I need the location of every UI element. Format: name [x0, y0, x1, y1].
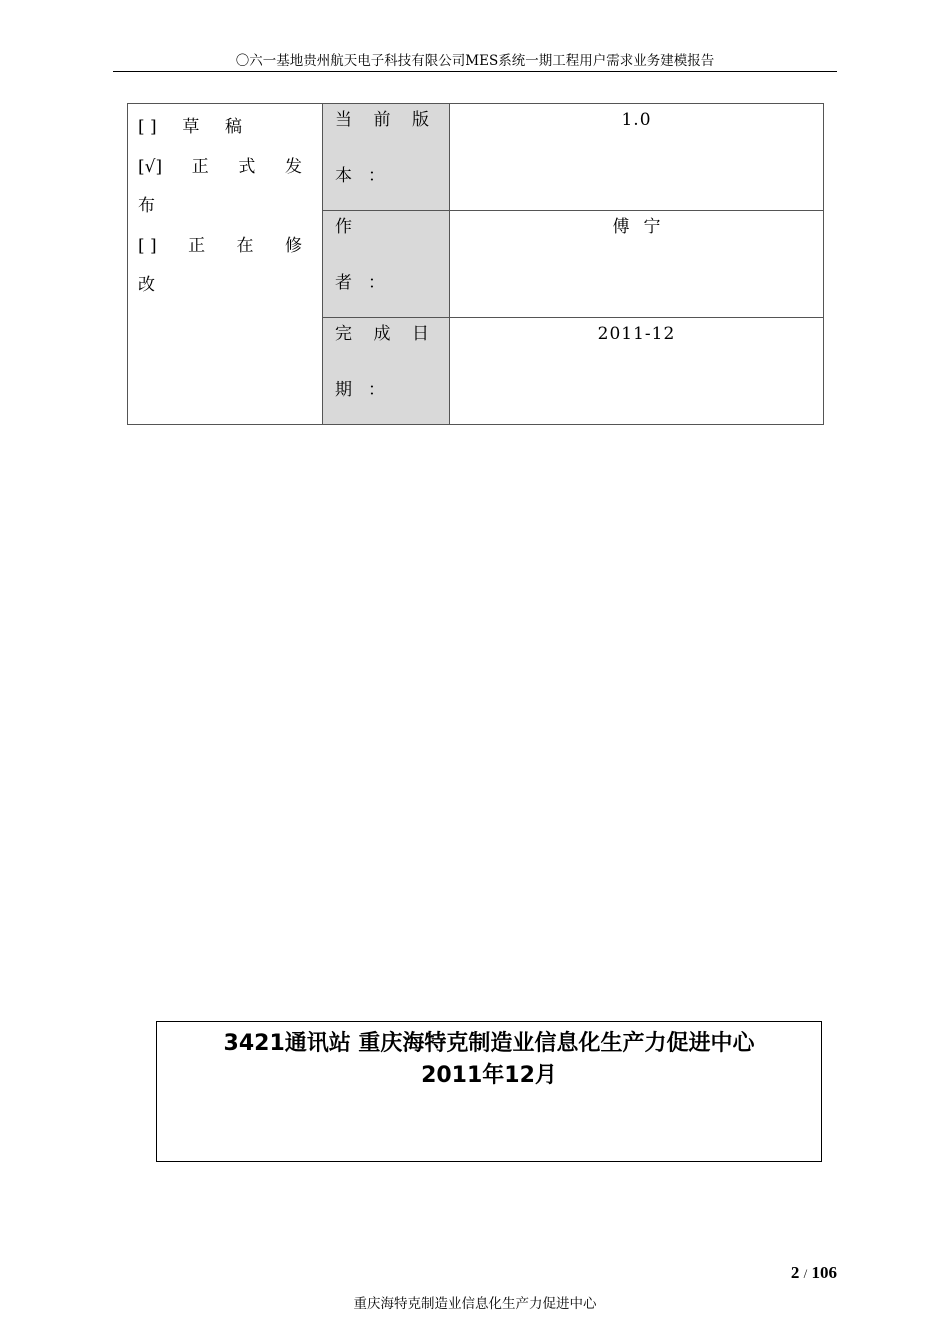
- author-label: 作 者：: [323, 211, 450, 318]
- organization-name: 3421通讯站 重庆海特克制造业信息化生产力促进中心: [223, 1031, 755, 1056]
- page-total: 106: [811, 1263, 837, 1282]
- version-label: 当 前 版 本：: [323, 104, 450, 211]
- version-value: 1.0: [450, 104, 824, 211]
- publish-date: 2011年12月: [421, 1063, 557, 1088]
- status-draft: [ ] 草 稿: [138, 117, 242, 137]
- page-current: 2: [790, 1263, 800, 1282]
- status-published-cont: 布: [138, 196, 155, 216]
- document-info-table: [127, 103, 824, 425]
- status-editing-cont: 改: [138, 275, 155, 295]
- author-value: 傅宁: [450, 211, 824, 318]
- status-cell: [128, 104, 323, 425]
- header-title: 〇六一基地贵州航天电子科技有限公司MES系统一期工程用户需求业务建模报告: [235, 53, 715, 69]
- page-number: [791, 1263, 837, 1283]
- date-value: 2011-12: [450, 318, 824, 425]
- status-editing: [ ] 正 在 修: [138, 235, 302, 256]
- footer-organization: 重庆海特克制造业信息化生产力促进中心: [353, 1296, 597, 1312]
- page-separator: /: [803, 1266, 808, 1281]
- status-published: [√] 正 式 发: [138, 156, 302, 177]
- organization-box: [156, 1021, 822, 1162]
- header-rule: [113, 71, 837, 72]
- date-label: 完 成 日 期：: [323, 318, 450, 425]
